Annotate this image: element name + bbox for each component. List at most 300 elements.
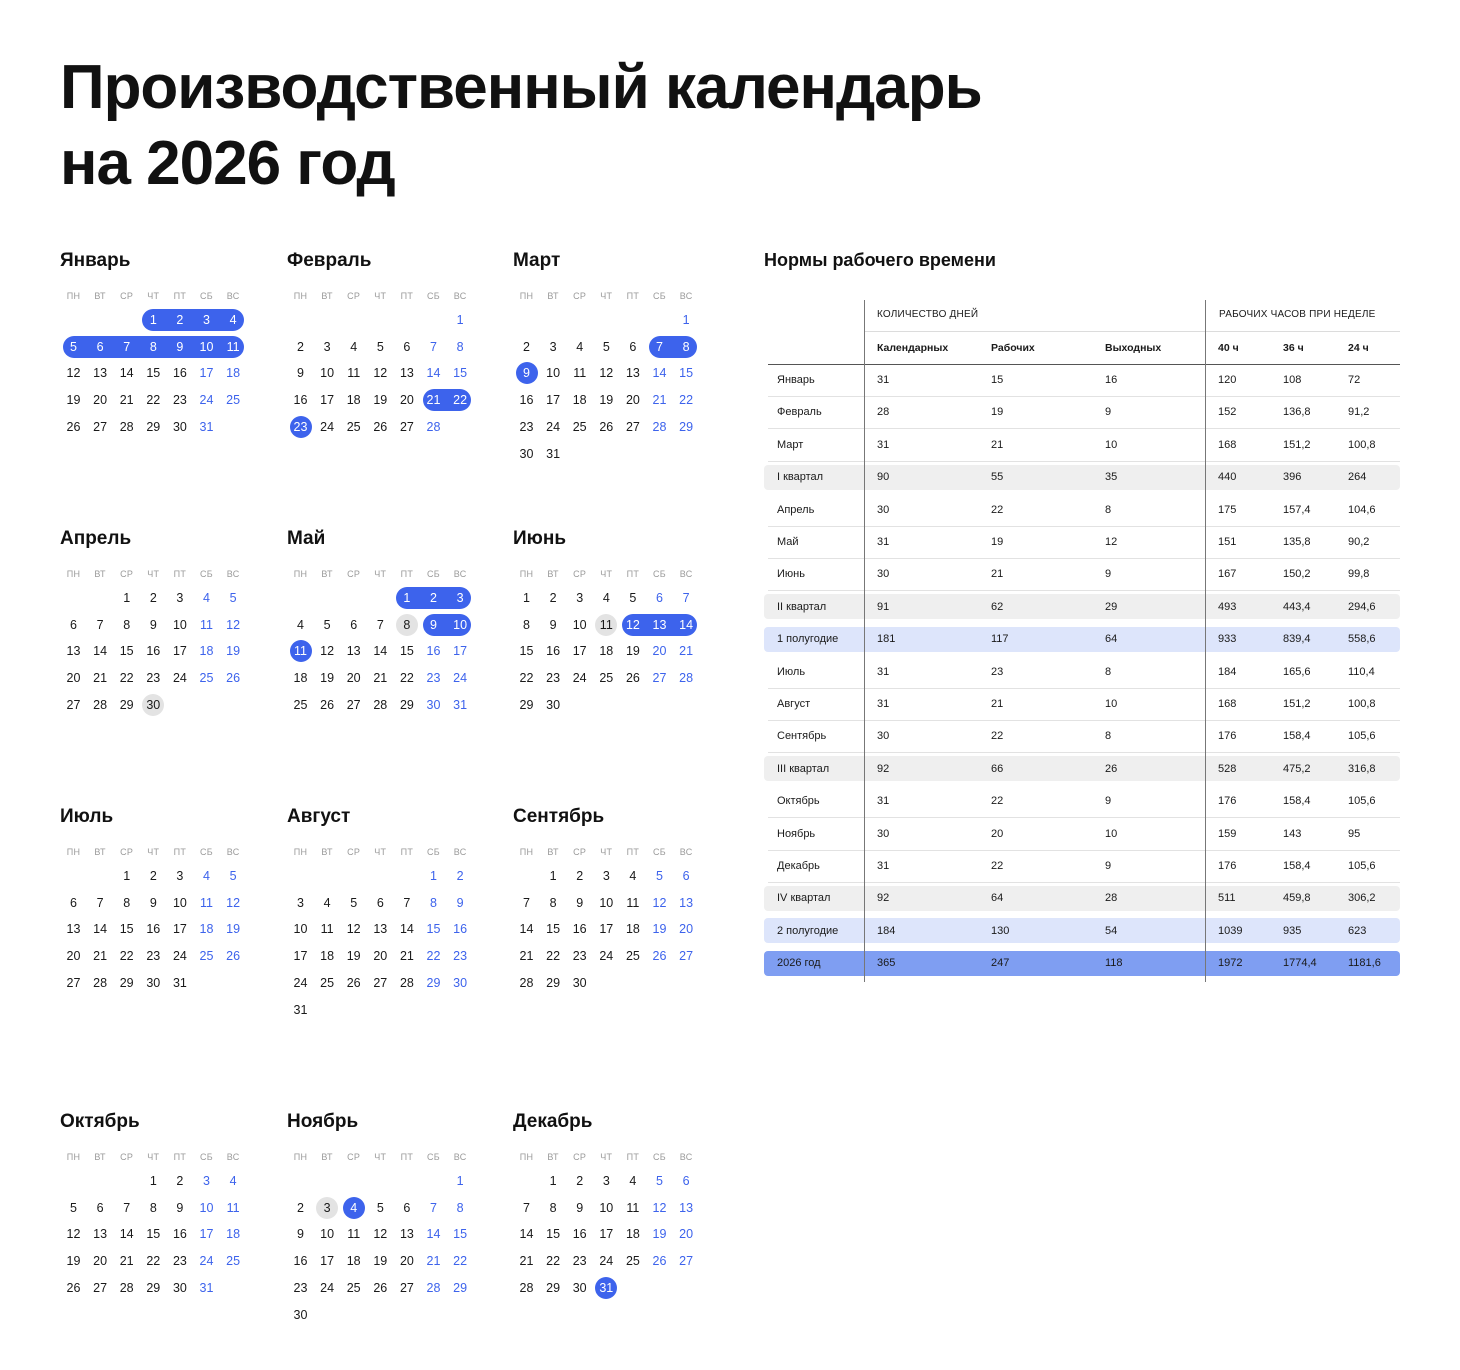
calendar-day: 1 [403,591,411,605]
table-cell: 8 [1105,503,1112,516]
table-cell: 31 [877,698,890,710]
table-cell: 120 [1218,374,1237,386]
calendar-day: 19 [373,393,388,408]
calendar-day: 3 [456,591,464,605]
calendar-day: 26 [320,697,335,712]
calendar-day: 22 [119,949,134,964]
calendar-day: 16 [572,922,587,937]
calendar-day: 9 [576,895,584,910]
table-cell: 9 [1105,860,1112,872]
weekday-label: ПТ [400,291,414,301]
weekday-label: СР [573,1152,587,1162]
row-label: III квартал [777,762,830,775]
weekday-label: СБ [199,1152,213,1162]
weekday-label: ВС [453,569,467,579]
calendar-day: 13 [66,922,81,937]
calendar-day: 3 [602,869,610,883]
calendar-day: 5 [376,1200,384,1215]
row-label: Май [777,536,799,548]
table-cell: 66 [991,762,1004,775]
table-cell: 92 [877,762,890,775]
calendar-day: 3 [297,895,304,910]
table-cell: 91 [877,600,890,613]
calendar-day: 16 [146,922,161,937]
calendar-day: 11 [347,366,361,381]
row-separator [768,882,1400,883]
table-cell: 29 [1105,600,1118,613]
table-cell: 176 [1218,730,1237,743]
calendar-day: 21 [119,1254,134,1269]
calendar-day: 31 [199,419,214,434]
calendar-day: 1 [149,313,157,327]
calendar-day: 8 [682,339,690,354]
weekday-label: СБ [652,847,666,857]
table-cell: 151 [1218,536,1237,548]
calendar-day: 11 [626,895,640,910]
calendar-day: 19 [652,1227,667,1242]
calendar-day: 21 [426,393,441,408]
calendar-day: 27 [66,697,81,712]
norms-title: Нормы рабочего времени [764,250,996,270]
calendar-day: 5 [602,339,610,354]
weekday-label: ПТ [626,847,640,857]
calendar-day: 26 [226,671,241,686]
calendar-day: 29 [426,975,441,990]
calendar-day: 25 [625,1254,640,1269]
table-cell: 159 [1218,827,1237,840]
calendar-day: 30 [293,1307,308,1322]
calendar-day: 30 [572,975,587,990]
table-cell: 158,4 [1283,795,1311,808]
calendar-day: 3 [203,313,210,327]
weekday-label: ЧТ [374,847,387,857]
weekday-label: ПН [293,291,308,301]
table-cell: 10 [1105,827,1118,840]
calendar-day: 19 [226,922,241,937]
calendar-day: 2 [430,591,437,605]
calendar-day: 10 [599,895,614,910]
calendar-day: 11 [573,366,587,381]
calendar-day: 23 [546,671,561,686]
calendar-day: 13 [679,895,694,910]
row-label: Февраль [777,406,822,419]
calendar-day: 29 [546,975,561,990]
table-cell: 22 [991,503,1004,516]
calendar-day: 15 [679,366,694,381]
weekday-label: СР [573,847,587,857]
calendar-day: 19 [373,1254,388,1269]
calendar-day: 4 [229,1174,237,1188]
weekday-label: ЧТ [600,1152,613,1162]
table-cell: 150,2 [1283,568,1311,581]
calendar-day: 26 [373,1280,388,1295]
table-cell: 184 [1218,665,1237,678]
calendar-day: 21 [519,1254,534,1269]
calendar-day: 27 [652,671,667,686]
table-cell: 105,6 [1348,795,1376,808]
calendar-day: 12 [652,1200,667,1215]
month-name: Апрель [60,528,132,549]
month-name: Сентябрь [513,806,605,827]
calendar-day: 9 [456,895,464,910]
column-header: 36 ч [1283,342,1304,354]
calendar-day: 3 [549,339,557,354]
table-cell: 95 [1348,827,1361,840]
calendar-day: 30 [172,1280,187,1295]
weekday-label: ЧТ [147,1152,160,1162]
calendar-day: 17 [199,366,214,381]
calendar-day: 14 [519,1227,534,1242]
weekday-label: СР [120,847,134,857]
table-cell: 935 [1283,924,1302,937]
calendar-day: 5 [70,339,77,354]
calendar-day: 2 [176,313,184,327]
weekday-label: ПН [66,569,81,579]
calendar-day: 1 [149,1174,157,1188]
weekday-label: ВТ [321,847,333,857]
calendar-day: 26 [373,419,388,434]
table-cell: 176 [1218,860,1237,872]
table-cell: 558,6 [1348,633,1376,646]
calendar-day: 28 [93,697,108,712]
weekday-label: ПТ [626,291,640,301]
calendar-day: 20 [679,922,694,937]
calendar-day: 8 [430,895,437,910]
calendar-day: 13 [399,1227,414,1242]
calendar-day: 20 [373,949,388,964]
calendar-day: 11 [347,1227,361,1242]
calendar-day: 22 [546,949,561,964]
calendar-day: 14 [679,617,694,632]
month-name: Декабрь [513,1111,593,1132]
calendar-day: 25 [199,671,214,686]
weekday-label: ВС [453,1152,467,1162]
table-cell: 158,4 [1283,730,1311,743]
calendar-day: 21 [426,1254,441,1269]
weekday-label: ВС [453,847,467,857]
table-cell: 100,8 [1348,438,1376,451]
weekday-label: СР [120,291,134,301]
table-cell: 23 [991,665,1004,678]
calendar-day: 8 [149,1200,157,1215]
calendar-day: 1 [549,1174,557,1188]
weekday-label: ПТ [173,291,187,301]
weekday-label: ВТ [547,847,559,857]
calendar-day: 19 [66,1254,81,1269]
row-label: Август [777,698,811,710]
calendar-day: 21 [373,671,388,686]
calendar-day: 13 [346,644,361,659]
calendar-day: 25 [199,949,214,964]
calendar-day: 16 [293,393,308,408]
calendar-day: 22 [679,393,694,408]
calendar-day: 7 [523,895,530,910]
calendar-day: 31 [172,975,187,990]
table-cell: 30 [877,503,890,516]
calendar-day: 19 [66,393,81,408]
calendar-day: 7 [96,617,104,632]
calendar-day: 6 [656,591,663,605]
table-cell: 64 [991,892,1004,905]
calendar-day: 16 [546,644,561,659]
calendar-day: 9 [549,617,557,632]
table-cell: 157,4 [1283,503,1311,516]
calendar-day: 24 [172,949,187,964]
month-days [60,806,260,1026]
calendar-day: 27 [679,949,694,964]
weekday-label: ПН [519,569,534,579]
calendar-day: 29 [453,1280,468,1295]
calendar-day: 24 [453,671,468,686]
table-cell: 9 [1105,568,1112,581]
table-cell: 158,4 [1283,860,1311,872]
calendar-day: 25 [599,671,614,686]
calendar-day: 20 [399,393,414,408]
calendar-day: 12 [66,1227,81,1242]
weekday-label: ЧТ [147,847,160,857]
row-separator [768,590,1400,591]
weekday-label: СБ [426,291,440,301]
weekday-label: ПН [519,291,534,301]
weekday-label: ВТ [94,291,106,301]
calendar-day: 5 [376,339,384,354]
weekday-label: ПН [66,1152,81,1162]
calendar-day: 3 [203,1174,210,1188]
table-cell: 316,8 [1348,762,1376,775]
calendar-day: 23 [293,419,308,434]
month-days [287,806,487,1026]
weekday-label: ВС [226,569,240,579]
weekday-label: СР [347,569,361,579]
weekday-label: ПН [519,1152,534,1162]
calendar-day: 2 [576,869,584,883]
table-cell: 20 [991,827,1004,840]
calendar-day: 12 [373,1227,388,1242]
calendar-day: 13 [679,1200,694,1215]
calendar-day: 22 [453,1254,468,1269]
calendar-day: 27 [346,697,361,712]
weekday-label: ЧТ [147,291,160,301]
calendar-day: 10 [599,1200,614,1215]
calendar-day: 8 [456,1200,464,1215]
calendar-day: 6 [403,1200,411,1215]
calendar-day: 5 [229,591,237,605]
calendar-day: 5 [350,895,358,910]
calendar-day: 17 [320,1254,335,1269]
header-bottom-line [768,364,1400,365]
calendar-day: 29 [546,1280,561,1295]
table-cell: 151,2 [1283,438,1311,451]
calendar-day: 4 [203,869,210,883]
table-cell: 19 [991,536,1004,548]
calendar-day: 20 [66,671,81,686]
calendar-day: 8 [549,895,557,910]
weekday-label: СБ [199,847,213,857]
table-cell: 9 [1105,406,1112,419]
calendar-day: 12 [226,895,241,910]
calendar-day: 28 [426,419,441,434]
calendar-day: 14 [373,644,388,659]
calendar-day: 5 [323,617,331,632]
norms-table [764,300,1400,982]
calendar-day: 25 [293,697,308,712]
row-label: 2 полугодие [777,924,839,937]
table-cell: 839,4 [1283,633,1311,646]
calendar-day: 25 [625,949,640,964]
month-days [60,1111,260,1331]
row-separator [768,720,1400,721]
calendar-day: 17 [453,644,468,659]
calendar-day: 10 [293,922,308,937]
calendar-day: 26 [346,975,361,990]
calendar-day: 30 [172,419,187,434]
calendar-day: 17 [546,393,561,408]
table-cell: 168 [1218,438,1237,451]
row-label: Январь [777,374,815,386]
calendar-day: 11 [200,617,213,632]
weekday-label: ЧТ [600,291,613,301]
calendar-day: 22 [546,1254,561,1269]
calendar-day: 21 [399,949,414,964]
calendar-day: 8 [523,617,530,632]
calendar-day: 11 [226,1200,240,1215]
calendar-day: 25 [572,419,587,434]
row-separator [768,461,1400,462]
calendar-day: 17 [172,922,187,937]
calendar-day: 1 [123,591,131,605]
table-cell: 306,2 [1348,892,1376,905]
table-cell: 9 [1105,795,1112,808]
month-name: Июнь [513,528,567,549]
calendar-day: 21 [519,949,534,964]
calendar-day: 12 [66,366,81,381]
weekday-label: ЧТ [374,569,387,579]
month-name: Май [287,528,326,549]
calendar-day: 5 [656,1174,663,1188]
calendar-day: 9 [176,339,184,354]
calendar-day: 20 [66,949,81,964]
weekday-label: СБ [199,569,213,579]
calendar-day: 27 [93,419,108,434]
weekday-label: СР [573,291,587,301]
calendar-day: 17 [199,1227,214,1242]
month-name: Июль [60,806,114,827]
calendar-day: 31 [199,1280,214,1295]
weekday-label: СР [120,569,134,579]
calendar-day: 22 [453,393,468,408]
calendar-day: 1 [682,313,690,327]
calendar-day: 26 [66,419,81,434]
weekday-label: СБ [199,291,213,301]
calendar-day: 2 [549,591,557,605]
calendar-day: 14 [119,1227,134,1242]
calendar-day: 24 [599,1254,614,1269]
calendar-day: 11 [226,339,240,354]
calendar-day: 18 [293,671,308,686]
row-highlight [764,918,1400,943]
table-cell: 55 [991,471,1004,484]
calendar-day: 1 [523,591,530,605]
calendar-day: 15 [146,366,161,381]
calendar-day: 17 [172,644,187,659]
calendar-day: 20 [93,393,108,408]
calendar-day: 7 [123,339,131,354]
calendar-day: 26 [226,949,241,964]
row-separator [768,558,1400,559]
calendar-day: 19 [346,949,361,964]
calendar-day: 22 [519,671,534,686]
calendar-day: 16 [146,644,161,659]
row-separator [768,428,1400,429]
table-cell: 22 [991,730,1004,743]
row-label: 2026 год [777,957,821,970]
table-cell: 1039 [1218,924,1243,937]
calendar-day: 24 [293,975,308,990]
table-cell: 99,8 [1348,568,1370,581]
calendar-day: 17 [572,644,587,659]
calendar-day: 29 [119,975,134,990]
calendar-day: 7 [682,591,690,605]
calendar-day: 19 [320,671,335,686]
calendar-day: 27 [399,419,414,434]
row-label: Июль [777,665,806,678]
row-separator [768,817,1400,818]
table-cell: 54 [1105,924,1118,937]
calendar-day: 27 [625,419,640,434]
weekday-label: ВТ [94,569,106,579]
calendar-day: 23 [146,671,161,686]
calendar-day: 23 [146,949,161,964]
calendar-day: 14 [93,922,108,937]
calendar-day: 13 [66,644,81,659]
table-cell: 21 [991,698,1004,710]
calendar-day: 22 [399,671,414,686]
calendar-day: 28 [679,671,694,686]
calendar-day: 28 [373,697,388,712]
weekday-label: СР [120,1152,134,1162]
calendar-day: 18 [599,644,614,659]
calendar-day: 4 [297,617,304,632]
column-header: Рабочих [991,342,1035,354]
calendar-day: 24 [572,671,587,686]
calendar-day: 12 [373,366,388,381]
calendar-day: 2 [149,591,157,605]
table-cell: 511 [1218,892,1236,905]
calendar-day: 11 [294,644,307,659]
calendar-day: 18 [199,644,214,659]
calendar-day: 23 [453,949,468,964]
table-cell: 10 [1105,698,1118,710]
calendar-day: 27 [679,1254,694,1269]
calendar-day: 29 [399,697,414,712]
table-cell: 1181,6 [1348,957,1381,970]
calendar-day: 14 [426,366,441,381]
calendar-day: 24 [546,419,561,434]
calendar-day: 15 [453,366,468,381]
calendar-day: 8 [123,895,131,910]
calendar-day: 21 [93,671,108,686]
table-cell: 181 [877,633,896,646]
table-cell: 91,2 [1348,406,1370,419]
calendar-day: 15 [426,922,441,937]
table-cell: 175 [1218,503,1237,516]
calendar-day: 5 [656,869,663,883]
table-cell: 90,2 [1348,536,1370,548]
calendar-day: 10 [453,617,468,632]
table-cell: 396 [1283,471,1302,484]
calendar-day: 13 [93,366,108,381]
column-divider-right [1205,300,1206,982]
